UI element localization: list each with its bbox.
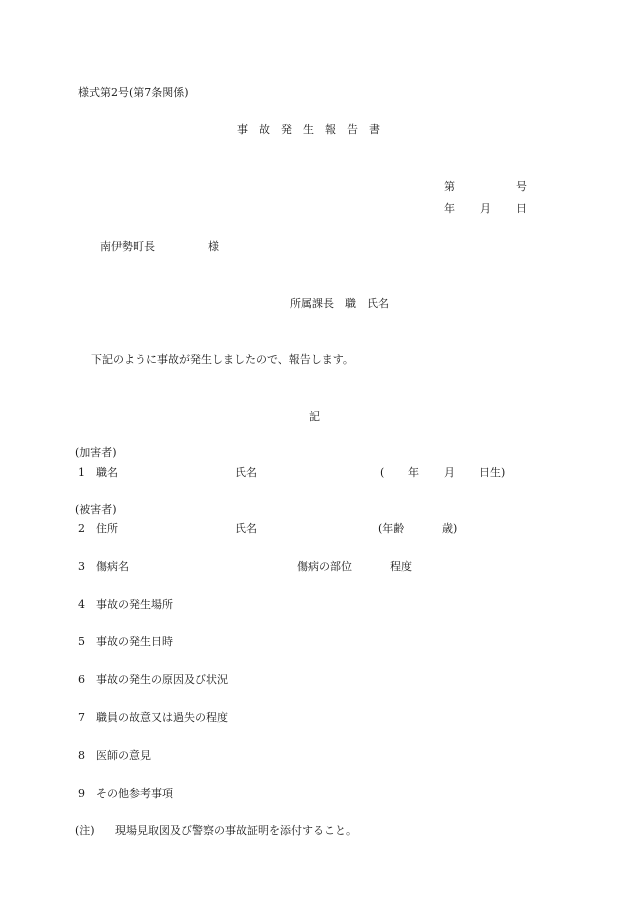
- perpetrator-job-label: 職名: [96, 466, 118, 479]
- doc-number-suffix: 号: [516, 180, 527, 193]
- addressee-name: 南伊勢町長: [100, 240, 155, 253]
- document-title: 事 故 発 生 報 告 書: [237, 123, 380, 136]
- injury-number: 3: [78, 560, 85, 573]
- victim-age-close: 歳): [442, 522, 458, 535]
- victim-age-open: (年齢: [378, 522, 405, 535]
- perpetrator-name-label: 氏名: [235, 466, 257, 479]
- item-7-label: 職員の故意又は過失の程度: [96, 711, 228, 724]
- birth-month: 月: [444, 466, 455, 479]
- victim-number: 2: [78, 522, 85, 535]
- item-4-number: 4: [78, 598, 85, 611]
- injury-label: 傷病名: [96, 560, 129, 573]
- perpetrator-number: 1: [78, 466, 85, 479]
- perpetrator-heading: (加害者): [75, 446, 117, 459]
- injury-degree-label: 程度: [390, 560, 412, 573]
- ki-heading: 記: [309, 410, 320, 423]
- item-6-number: 6: [78, 673, 85, 686]
- injury-part-label: 傷病の部位: [297, 560, 352, 573]
- form-reference: 様式第2号(第7条関係): [78, 86, 189, 99]
- note-label: (注): [75, 824, 95, 837]
- date-year: 年: [444, 202, 455, 215]
- item-5-label: 事故の発生日時: [96, 635, 173, 648]
- date-month: 月: [480, 202, 491, 215]
- note-text: 現場見取図及び警察の事故証明を添付すること。: [115, 824, 357, 837]
- reporter-line: 所属課長 職 氏名: [290, 297, 389, 310]
- birth-year: 年: [408, 466, 419, 479]
- victim-name-label: 氏名: [235, 522, 257, 535]
- item-6-label: 事故の発生の原因及び状況: [96, 673, 228, 686]
- item-8-number: 8: [78, 749, 85, 762]
- birth-paren-open: (: [380, 466, 385, 479]
- item-9-label: その他参考事項: [96, 787, 173, 800]
- item-4-label: 事故の発生場所: [96, 598, 173, 611]
- date-day: 日: [516, 202, 527, 215]
- addressee-honorific: 様: [208, 240, 219, 253]
- victim-heading: (被害者): [75, 503, 117, 516]
- item-8-label: 医師の意見: [96, 749, 151, 762]
- item-7-number: 7: [78, 711, 85, 724]
- birth-day: 日生): [479, 466, 506, 479]
- item-9-number: 9: [78, 787, 85, 800]
- item-5-number: 5: [78, 635, 85, 648]
- victim-address-label: 住所: [96, 522, 118, 535]
- doc-number-prefix: 第: [444, 180, 455, 193]
- intro-text: 下記のように事故が発生しましたので、報告します。: [91, 353, 354, 366]
